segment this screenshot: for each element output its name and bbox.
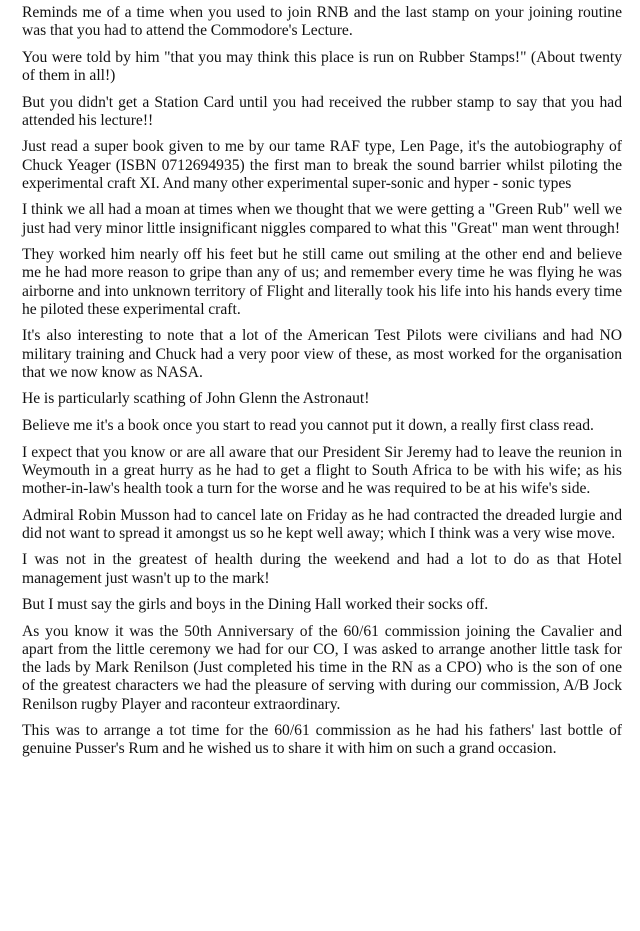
- paragraph-tot-time: This was to arrange a tot time for the 60/61 commission as he had his fathers' last bottle of genuine Pusser's Rum and he wished us to share it with him on such a grand occasion.: [22, 722, 622, 758]
- paragraph-admiral-musson: Admiral Robin Musson had to cancel late on Friday as he had contracted the dreaded lurgie and did not want to spread it amongst us so he kept well away; which I think was a very wise move.: [22, 506, 622, 542]
- paragraph-rubber-stamps: You were told by him "that you may think this place is run on Rubber Stamps!" (About twenty of them in all!): [22, 48, 622, 84]
- paragraph-station-card: But you didn't get a Station Card until you had received the rubber stamp to say that you had attended his lecture!!: [22, 93, 622, 129]
- paragraph-worked-off-feet: They worked him nearly off his feet but he still came out smiling at the other end and believe me he had more reason to gripe than any of us; and remember every time he was flying he was airborne and into unknown territory of Flight and literally took his life into his hands every time he piloted these experimental craft.: [22, 246, 622, 318]
- paragraph-john-glenn: He is particularly scathing of John Glenn the Astronaut!: [22, 390, 370, 408]
- paragraph-50th-anniversary: As you know it was the 50th Anniversary of the 60/61 commission joining the Cavalier and apart from the little ceremony we had for our CO, I was asked to arrange another little task for the lads by Mark Renilson (Just completed his time in the RN as a CPO) who is the son of one of the greatest characters we had the pleasure of serving with during our commission, A/B Jock Renilson rugby Player and raconteur extraordinary.: [22, 622, 622, 713]
- paragraph-rnb-joining: Reminds me of a time when you used to join RNB and the last stamp on your joining routine was that you had to attend the Commodore's Lecture.: [22, 4, 622, 40]
- paragraph-sir-jeremy: I expect that you know or are all aware that our President Sir Jeremy had to leave the reunion in Weymouth in a great hurry as he had to get a flight to South Africa to be with his wife; as his mother-in-law's health took a turn for the worse and he was required to be at his wife's side.: [22, 443, 622, 497]
- paragraph-health-hotel: I was not in the greatest of health during the weekend and had a lot to do as that Hotel management just wasn't up to the mark!: [22, 551, 622, 587]
- paragraph-first-class-read: Believe me it's a book once you start to read you cannot put it down, a really first class read.: [22, 416, 594, 434]
- paragraph-dining-hall: But I must say the girls and boys in the Dining Hall worked their socks off.: [22, 596, 489, 614]
- document-page: [22, 4, 622, 767]
- paragraph-chuck-yeager-book: Just read a super book given to me by our tame RAF type, Len Page, it's the autobiography of Chuck Yeager (ISBN 0712694935) the first man to break the sound barrier whilst piloting the experimental craft XI. And many other experimental super-sonic and hyper - sonic types: [22, 138, 622, 192]
- paragraph-test-pilots: It's also interesting to note that a lot of the American Test Pilots were civilians and had NO military training and Chuck had a very poor view of these, as most worked for the organisation that we now know as NASA.: [22, 327, 622, 381]
- paragraph-green-rub: I think we all had a moan at times when we thought that we were getting a "Green Rub" well we just had very minor little insignificant niggles compared to what this "Great" man went through!: [22, 201, 622, 237]
